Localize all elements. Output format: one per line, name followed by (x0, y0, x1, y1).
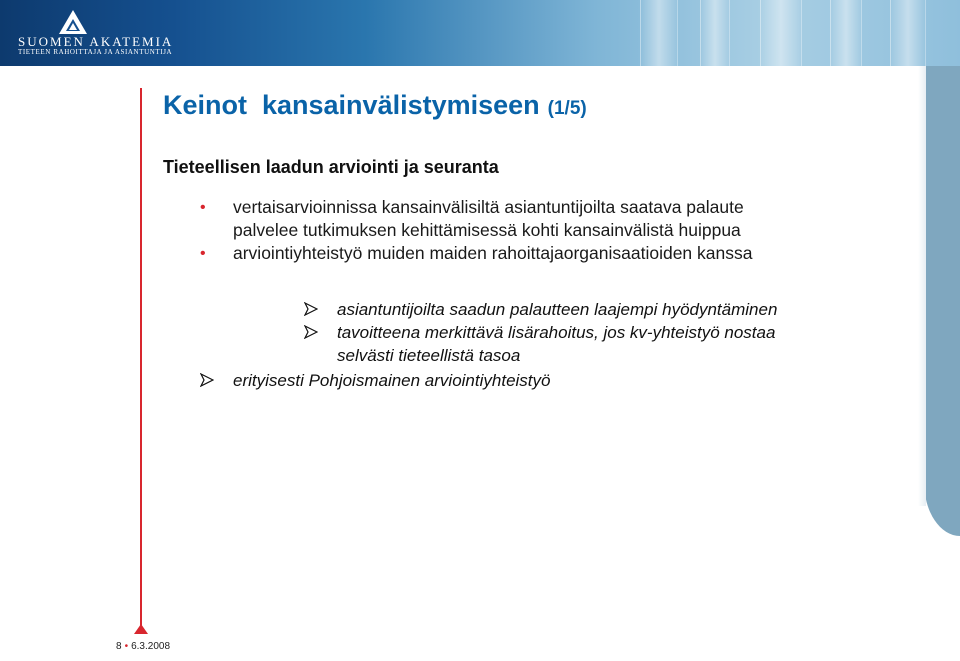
bullet-text: vertaisarvioinnissa kansainvälisiltä asiantuntijoilta saatava palaute (233, 197, 744, 217)
arrow-bullet-icon (200, 373, 214, 387)
footer-separator: • (124, 641, 129, 652)
bullet-text: arviointiyhteistyö muiden maiden rahoittajaorganisaatioiden kanssa (233, 243, 753, 263)
slide-subtitle: Tieteellisen laadun arviointi ja seuranta (163, 157, 499, 177)
slide-title (163, 90, 587, 121)
academy-logo-icon (58, 9, 88, 35)
bullet-dot-icon: • (200, 245, 206, 262)
list-item (304, 321, 777, 344)
slide-title-text: Keinot kansainvälistymiseen (163, 90, 540, 120)
accent-line (140, 88, 142, 628)
list-item (304, 298, 777, 321)
arrow-item-text: tavoitteena merkittävä lisärahoitus, jos kv-yhteistyö nostaa (337, 323, 776, 342)
list-item (200, 369, 550, 392)
page-number: 8 (116, 641, 122, 652)
banner-glass-decoration (700, 0, 730, 66)
bullet-dot-icon: • (200, 199, 206, 216)
arrow-bullet-icon (304, 302, 318, 316)
bullet-list (200, 196, 752, 265)
header-banner (0, 0, 960, 66)
banner-glass-decoration (640, 0, 678, 66)
list-item (200, 242, 752, 265)
banner-glass-decoration (760, 0, 802, 66)
banner-glass-decoration (830, 0, 862, 66)
org-subtitle: TIETEEN RAHOITTAJA JA ASIANTUNTIJA (18, 48, 173, 56)
side-decoration-highlight (918, 66, 926, 506)
slide-footer (116, 641, 170, 652)
list-item-continuation (200, 219, 752, 242)
list-item (200, 196, 752, 219)
sub-arrow-list (304, 298, 777, 367)
banner-glass-decoration (890, 0, 926, 66)
slide-date: 6.3.2008 (131, 641, 171, 652)
arrow-item-text: asiantuntijoilta saadun palautteen laajempi hyödyntäminen (337, 300, 778, 319)
arrow-item-text: erityisesti Pohjoismainen arviointiyhteistyö (233, 371, 551, 390)
slide-title-part: (1/5) (547, 98, 587, 119)
top-arrow-list (200, 369, 550, 392)
org-name: SUOMEN AKATEMIA (18, 34, 174, 49)
bullet-text: palvelee tutkimuksen kehittämisessä kohti kansainvälistä huippua (233, 220, 741, 240)
accent-triangle-icon (134, 624, 148, 634)
arrow-bullet-icon (304, 325, 318, 339)
list-item-continuation (304, 344, 777, 367)
side-decoration (924, 66, 960, 536)
arrow-item-text: selvästi tieteellistä tasoa (337, 346, 521, 365)
